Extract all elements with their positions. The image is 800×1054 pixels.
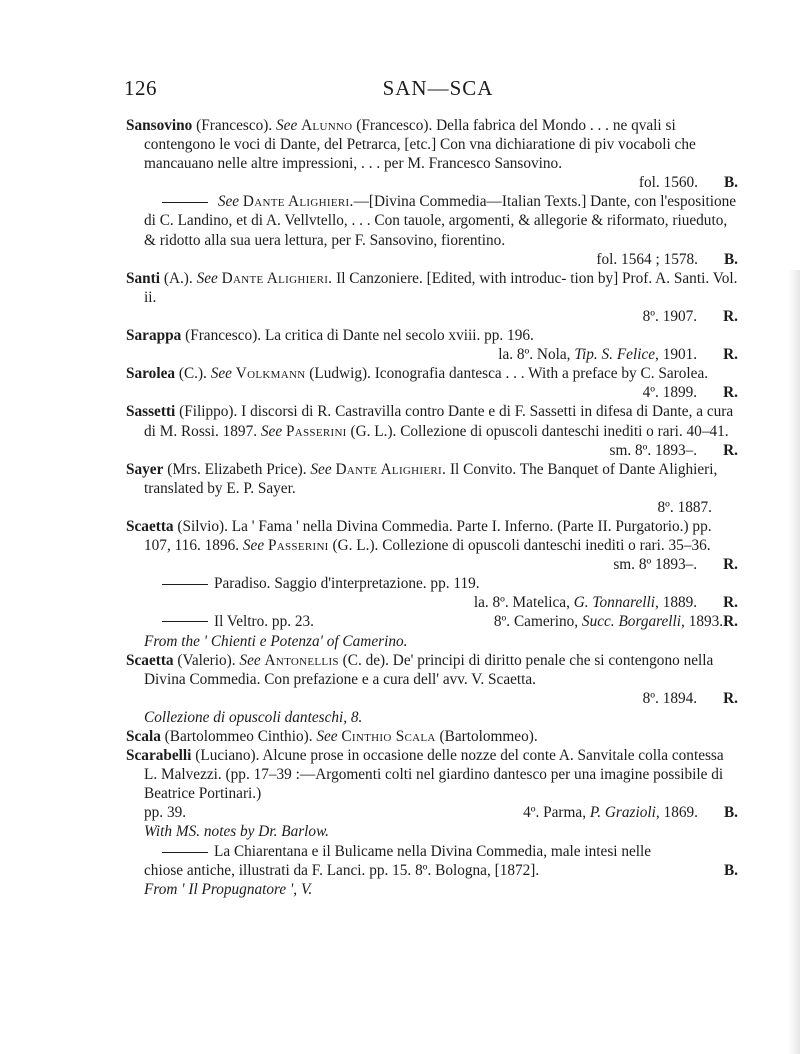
cross-reference: Volkmann	[235, 365, 306, 383]
imprint-line: pp. 39. 4º. Parma, P. Grazioli, 1869. B.	[144, 804, 738, 822]
entry-note: With MS. notes by Dr. Barlow.	[144, 823, 329, 841]
location-mark: R.	[723, 384, 738, 402]
cross-reference: Cinthio Scala	[341, 728, 436, 745]
page-header	[124, 76, 752, 106]
repeat-dash	[162, 852, 208, 853]
imprint-line: la. 8º. Matelica, G. Tonnarelli, 1889. R.	[473, 594, 738, 612]
cross-reference: Dante Alighieri.	[221, 269, 333, 287]
repeat-dash	[162, 202, 208, 203]
location-mark: R.	[723, 594, 738, 612]
location-mark: R.	[723, 613, 738, 631]
location-mark: R.	[723, 346, 738, 364]
cross-reference: Antonellis	[264, 651, 339, 669]
sub-entry: Il Veltro. pp. 23. 8º. Camerino, Succ. Borgarelli, 1893. R.	[126, 612, 738, 631]
imprint-line: fol. 1564 ; 1578. B.	[596, 250, 738, 268]
entry-headword: Sassetti	[126, 403, 176, 421]
entry-headword: Sansovino	[126, 117, 193, 134]
running-head: SAN—SCA	[382, 76, 494, 100]
entry-sarappa: Sarappa (Francesco). La critica di Dante nel secolo xviii. pp. 196.	[126, 327, 534, 345]
location-mark: B.	[723, 174, 738, 192]
imprint-line: 8º. 1887.	[657, 498, 712, 516]
entry-headword: Santi	[126, 269, 161, 287]
entry-scaetta-valerio: Scaetta (Valerio). See Antonellis (C. de). De' principi di diritto penale che si contengono nella Divina Commedia. Con prefazione e a cura dell' avv. V. Scaetta.	[126, 651, 714, 688]
repeat-dash	[162, 584, 208, 585]
entry-sassetti: Sassetti (Filippo). I discorsi di R. Castravilla contro Dante e di F. Sassetti in difesa di Dante, a cura di M. Rossi. 1897. See Passerini (G. L.). Collezione di opuscoli danteschi inediti o rari. 40–41.	[126, 403, 734, 440]
entry-headword: Scaetta	[126, 517, 174, 535]
imprint-line: sm. 8º. 1893–. R.	[609, 441, 738, 459]
entry-note: From the ' Chienti e Potenza' of Camerino.	[144, 632, 408, 650]
location-mark: R.	[723, 689, 738, 707]
entry-santi: Santi (A.). See Dante Alighieri. Il Canzoniere. [Edited, with introduc- tion by] Prof. A. Santi. Vol. ii.	[126, 269, 738, 306]
cross-reference: Passerini	[285, 422, 347, 440]
entry-scarabelli: Scarabelli (Luciano). Alcune prose in occasione delle nozze del conte A. Sanvitale colla contessa L. Malvezzi. (pp. 17–39 :—Argomenti colti nel giardino dantesco per una imagine possibile di Beatrice Portinari.)	[126, 747, 724, 803]
cross-reference: Passerini	[267, 537, 329, 555]
location-mark: R.	[723, 556, 738, 574]
imprint-line: fol. 1560. B.	[638, 174, 738, 192]
entry-headword: Sarolea	[126, 365, 176, 383]
location-mark: B.	[723, 861, 738, 879]
cross-reference: Alunno	[301, 117, 353, 134]
entry-sayer: Sayer (Mrs. Elizabeth Price). See Dante Alighieri. Il Convito. The Banquet of Dante Alighieri, translated by E. P. Sayer.	[126, 460, 718, 497]
sub-entry: Paradiso. Saggio d'interpretazione. pp. 119.	[126, 574, 738, 593]
entry-headword: Scarabelli	[126, 747, 192, 765]
imprint-line: 8º. 1907. R.	[642, 307, 738, 325]
entry-note: Collezione di opuscoli danteschi, 8.	[144, 708, 363, 726]
location-mark: B.	[723, 804, 738, 822]
sub-entry: See Dante Alighieri.—[Divina Commedia—Italian Texts.] Dante, con l'espositione di C. Landino, et di A. Vellvtello, . . . Con tauole, argomenti, & allegorie & riformato, riueduto, & ridotto alla sua uera lettura, per F. Sansovino, fiorentino.	[144, 193, 737, 249]
cross-reference: Dante Alighieri.	[242, 193, 354, 211]
sub-entry: La Chiarentana e il Bulicame nella Divina Commedia, male intesi nelle	[126, 842, 738, 861]
imprint-line: chiose antiche, illustrati da F. Lanci. pp. 15. 8º. Bologna, [1872]. B.	[144, 861, 738, 879]
entry-headword: Sayer	[126, 460, 164, 478]
imprint-line: sm. 8º 1893–. R.	[613, 556, 738, 574]
entry-sansovino: Sansovino (Francesco). See Alunno (Francesco). Della fabrica del Mondo . . . ne qvali si contengono le voci di Dante, del Petrarca, [etc.] Con vna dichiaratione di piv vocaboli che mancauano nelle altre impressioni, . . . per M. Francesco Sansovino.	[126, 117, 696, 173]
repeat-dash	[162, 621, 208, 631]
imprint-line: 8º. 1894. R.	[642, 689, 738, 707]
location-mark: R.	[723, 441, 738, 459]
imprint-line: 4º. 1899. R.	[642, 384, 738, 402]
page-edge-shadow	[788, 270, 800, 1054]
location-mark: B.	[723, 250, 738, 268]
cross-reference: Dante Alighieri.	[335, 460, 447, 478]
location-mark: R.	[723, 307, 738, 325]
page-number: 126	[124, 76, 157, 100]
imprint-line: la. 8º. Nola, Tip. S. Felice, 1901. R.	[498, 346, 738, 364]
bibliography-text	[126, 116, 738, 899]
entry-sarolea: Sarolea (C.). See Volkmann (Ludwig). Iconografia dantesca . . . With a preface by C. Sarolea.	[126, 365, 709, 383]
entry-headword: Sarappa	[126, 327, 182, 345]
entry-scaetta-silvio: Scaetta (Silvio). La ' Fama ' nella Divina Commedia. Parte I. Inferno. (Parte II. Purgatorio.) pp. 107, 116. 1896. See Passerini (G. L.). Collezione di opuscoli danteschi inediti o rari. 35–36.	[126, 517, 712, 555]
entry-scala: Scala (Bartolommeo Cinthio). See Cinthio Scala (Bartolommeo).	[126, 728, 538, 745]
entry-headword: Scaetta	[126, 651, 174, 669]
entry-headword: Scala	[126, 728, 161, 745]
entry-note: From ' Il Propugnatore ', V.	[144, 880, 313, 898]
